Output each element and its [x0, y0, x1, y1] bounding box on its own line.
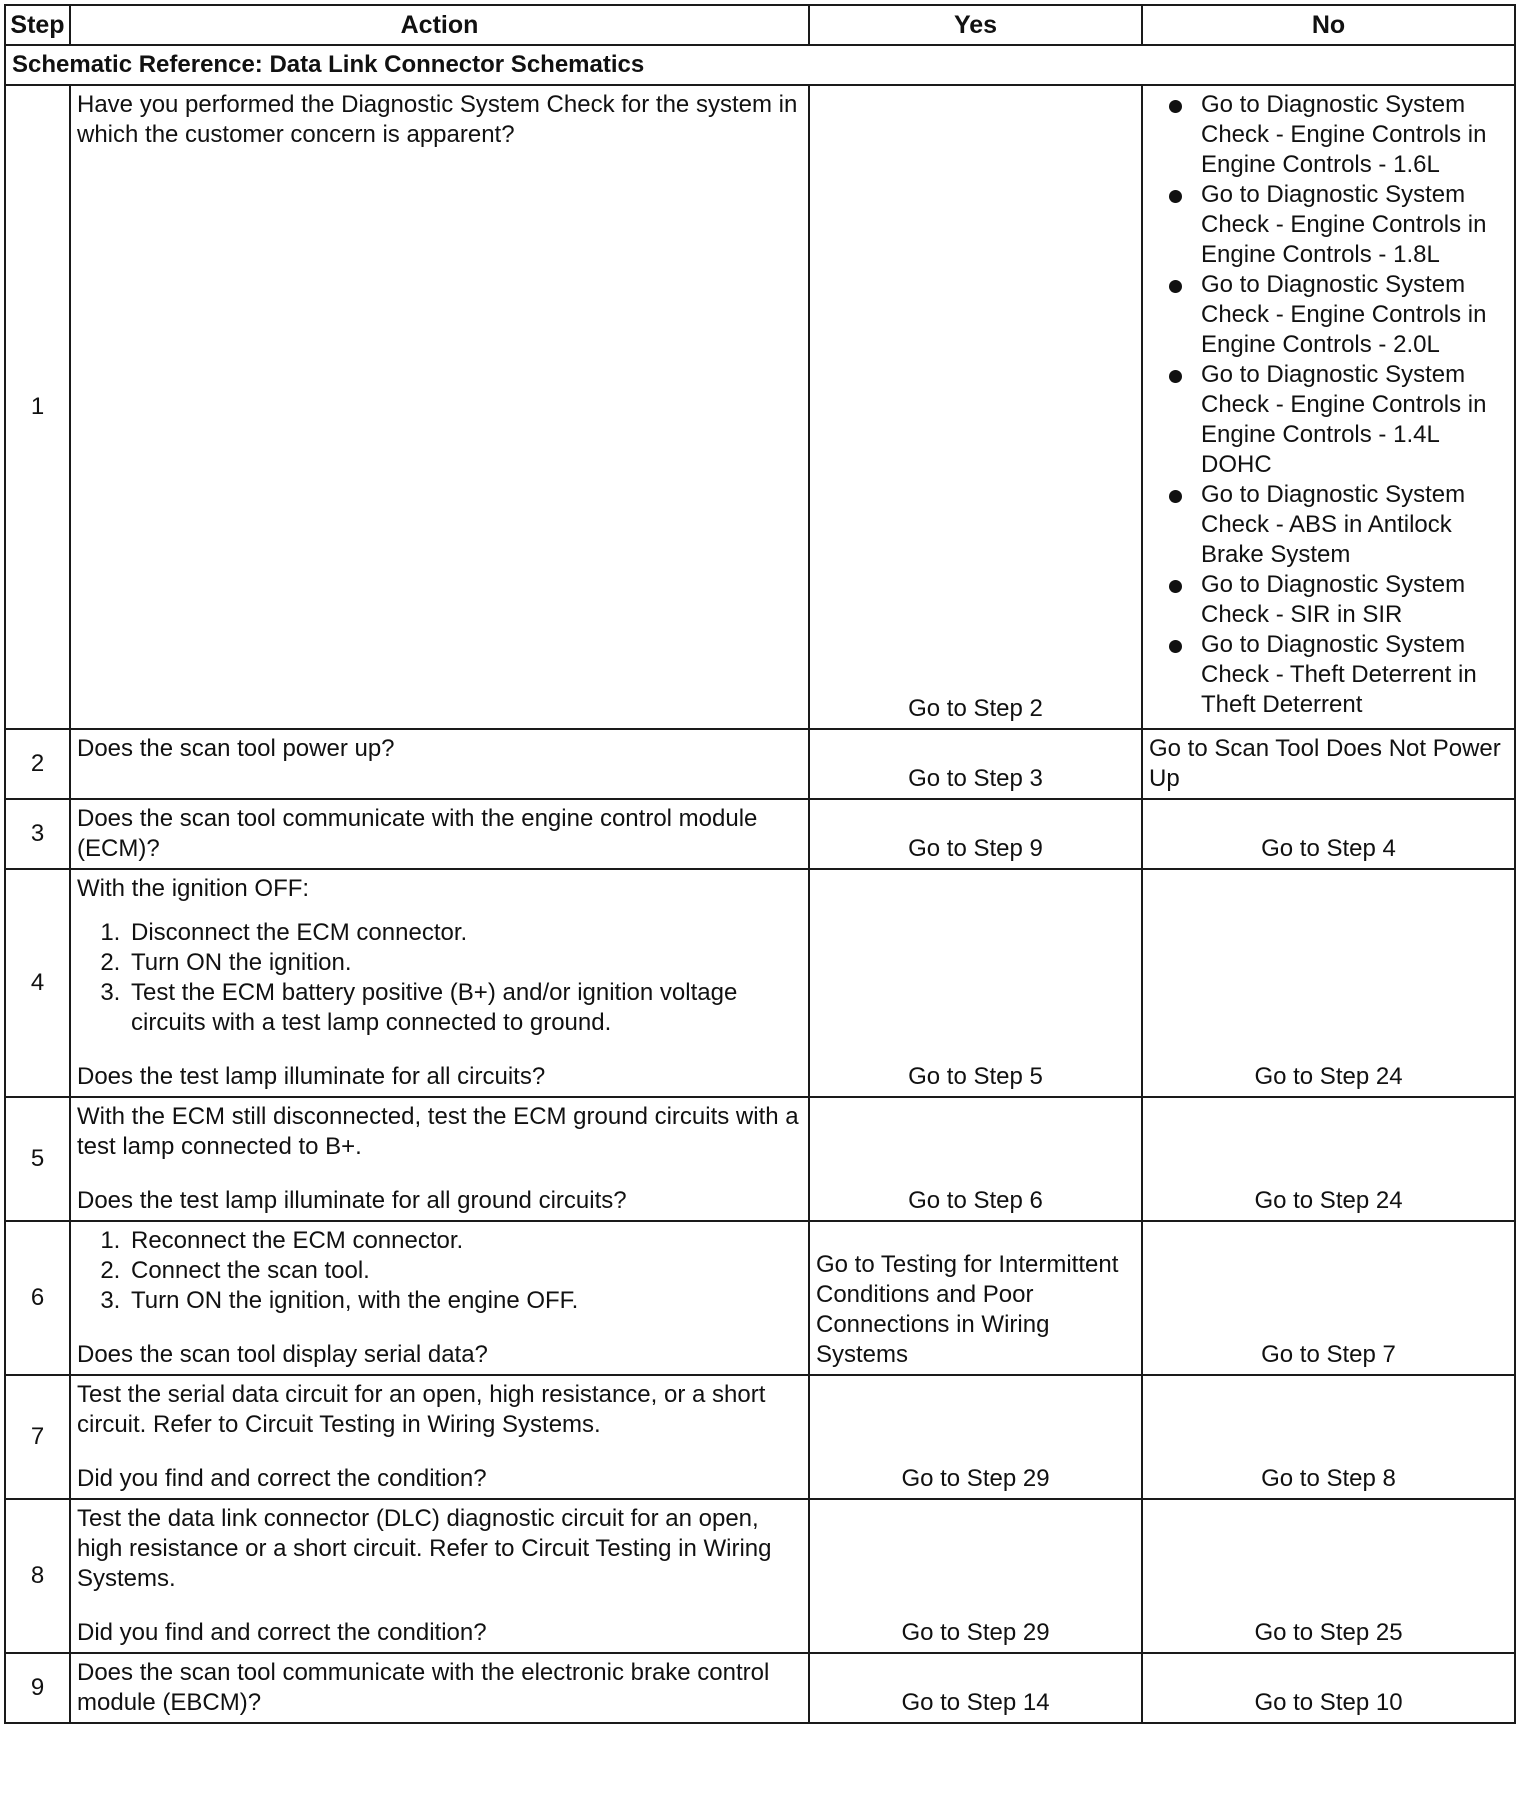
no-cell: [1142, 85, 1515, 729]
yes-cell: Go to Step 6: [809, 1097, 1142, 1221]
table-row: [5, 869, 1515, 1097]
list-item: 2. Connect the scan tool.: [127, 1256, 802, 1286]
action-cell: [70, 1221, 809, 1375]
no-cell: Go to Step 7: [1142, 1221, 1515, 1375]
no-options-list: [1149, 90, 1508, 720]
step-number: 6: [5, 1221, 70, 1375]
table-row: [5, 1221, 1515, 1375]
action-text: Does the scan tool communicate with the engine control module (ECM)?: [77, 805, 758, 862]
yes-cell: Go to Step 3: [809, 729, 1142, 799]
step-number: 3: [5, 799, 70, 869]
no-cell: Go to Step 24: [1142, 1097, 1515, 1221]
table-row: [5, 799, 1515, 869]
step-number: 1: [5, 85, 70, 729]
list-item: Go to Diagnostic System Check - Theft Deterrent in Theft Deterrent: [1201, 630, 1508, 720]
action-question: Did you find and correct the condition?: [77, 1465, 487, 1492]
action-text: Does the scan tool power up?: [77, 735, 395, 762]
step-number: 8: [5, 1499, 70, 1653]
header-step: Step: [5, 5, 70, 45]
table-row: [5, 85, 1515, 729]
action-intro: With the ECM still disconnected, test the ECM ground circuits with a test lamp connected to B+.: [77, 1103, 799, 1160]
list-item: 3. Turn ON the ignition, with the engine OFF.: [127, 1286, 802, 1316]
list-item: Go to Diagnostic System Check - Engine Controls in Engine Controls - 1.6L: [1201, 90, 1508, 180]
yes-cell: Go to Step 5: [809, 869, 1142, 1097]
list-item: Go to Diagnostic System Check - ABS in Antilock Brake System: [1201, 480, 1508, 570]
list-item: Go to Diagnostic System Check - Engine Controls in Engine Controls - 2.0L: [1201, 270, 1508, 360]
action-question: Does the test lamp illuminate for all ground circuits?: [77, 1187, 627, 1214]
action-question: Does the test lamp illuminate for all circuits?: [77, 1063, 546, 1090]
action-cell: [70, 799, 809, 869]
header-action: Action: [70, 5, 809, 45]
action-intro: Test the data link connector (DLC) diagnostic circuit for an open, high resistance or a short circuit. Refer to Circuit Testing in Wiring Systems.: [77, 1505, 772, 1592]
header-no: No: [1142, 5, 1515, 45]
list-item: 2. Turn ON the ignition.: [127, 948, 802, 978]
action-text: Does the scan tool communicate with the electronic brake control module (EBCM)?: [77, 1659, 770, 1716]
step-number: 9: [5, 1653, 70, 1723]
list-item: 3. Test the ECM battery positive (B+) and/or ignition voltage circuits with a test lamp connected to ground.: [127, 978, 802, 1038]
action-question: Did you find and correct the condition?: [77, 1619, 487, 1646]
no-cell: Go to Step 25: [1142, 1499, 1515, 1653]
yes-cell: Go to Step 29: [809, 1499, 1142, 1653]
yes-cell: Go to Step 9: [809, 799, 1142, 869]
action-cell: [70, 1097, 809, 1221]
yes-cell: Go to Testing for Intermittent Conditions and Poor Connections in Wiring Systems: [809, 1221, 1142, 1375]
yes-cell: Go to Step 14: [809, 1653, 1142, 1723]
action-cell: [70, 1375, 809, 1499]
action-cell: [70, 1653, 809, 1723]
list-item: Go to Diagnostic System Check - Engine Controls in Engine Controls - 1.4L DOHC: [1201, 360, 1508, 480]
no-cell: Go to Scan Tool Does Not Power Up: [1142, 729, 1515, 799]
table-row: [5, 1375, 1515, 1499]
yes-cell: Go to Step 29: [809, 1375, 1142, 1499]
action-intro: With the ignition OFF:: [77, 875, 310, 902]
list-item: Go to Diagnostic System Check - Engine Controls in Engine Controls - 1.8L: [1201, 180, 1508, 270]
step-number: 2: [5, 729, 70, 799]
action-text: Have you performed the Diagnostic System Check for the system in which the customer concern is apparent?: [77, 91, 798, 148]
header-yes: Yes: [809, 5, 1142, 45]
no-cell: Go to Step 24: [1142, 869, 1515, 1097]
table-row: [5, 1499, 1515, 1653]
action-cell: [70, 869, 809, 1097]
step-number: 4: [5, 869, 70, 1097]
action-question: Does the scan tool display serial data?: [77, 1341, 488, 1368]
no-cell: Go to Step 10: [1142, 1653, 1515, 1723]
list-item: Go to Diagnostic System Check - SIR in SIR: [1201, 570, 1508, 630]
no-cell: Go to Step 8: [1142, 1375, 1515, 1499]
action-cell: [70, 729, 809, 799]
list-item: 1. Disconnect the ECM connector.: [127, 918, 802, 948]
table-row: [5, 1097, 1515, 1221]
action-cell: [70, 85, 809, 729]
action-intro: Test the serial data circuit for an open, high resistance, or a short circuit. Refer to Circuit Testing in Wiring Systems.: [77, 1381, 766, 1438]
table-row: [5, 1653, 1515, 1723]
yes-cell: Go to Step 2: [809, 85, 1142, 729]
substep-list: [77, 1226, 802, 1316]
schematic-reference: Schematic Reference: Data Link Connector Schematics: [5, 45, 1515, 85]
header-row: [5, 5, 1515, 45]
step-number: 5: [5, 1097, 70, 1221]
schematic-reference-row: [5, 45, 1515, 85]
substep-list: [77, 918, 802, 1038]
action-cell: [70, 1499, 809, 1653]
table-row: [5, 729, 1515, 799]
diagnostic-table: [4, 4, 1516, 1724]
list-item: 1. Reconnect the ECM connector.: [127, 1226, 802, 1256]
no-cell: Go to Step 4: [1142, 799, 1515, 869]
step-number: 7: [5, 1375, 70, 1499]
